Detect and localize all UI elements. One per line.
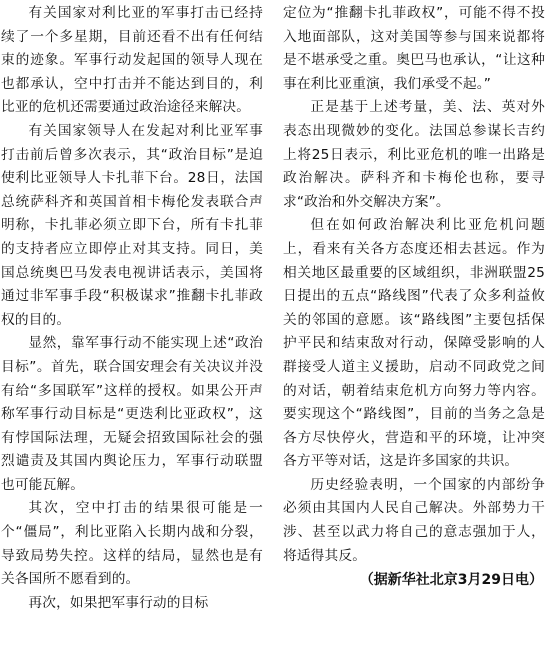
source-attribution: （据新华社北京3月29日电） — [359, 572, 543, 589]
paragraph: 其次，空中打击的结果很可能是一个“僵局”，利比亚陷入长期内战和分裂，导致局势失控。这样的结局，显然也是有关各国所不愿看到的。 — [1, 500, 263, 588]
paragraph: 历史经验表明，一个国家的内部纷争必须由其国内人民自己解决。外部势力干涉、甚至以武力将自己的意志强加于人，将适得其反。 — [283, 476, 545, 564]
paragraph: 正是基于上述考量，美、法、英对外表态出现微妙的变化。法国总参谋长吉约上将25日表示，利比亚危机的唯一出路是政治解决。萨科齐和卡梅伦也称，要寻求“政治和外交解决方案”。 — [283, 99, 545, 210]
paragraph: 但在如何政治解决利比亚危机问题上，看来有关各方态度还相去甚远。作为相关地区最重要的区域组织，非洲联盟25日提出的五点“路线图”代表了众多利益攸关的邻国的意愿。该“路线图”主要包括保护平民和结束敌对行动，保障受影响的人群接受人道主义援助，启动不同政党之间的对话，朝着结束危机方向努力等内容。要实现这个“路线图”，目前的当务之急是各方尽快停火，营造和平的环境，让冲突各方平等对话，这是许多国家的共识。 — [283, 217, 545, 470]
paragraph: 有关国家对利比亚的军事打击已经持续了一个多星期，目前还看不出有任何结束的迹象。军事行动发起国的领导人现在也都承认，空中打击并不能达到目的，利比亚的危机还需要通过政治途径来解决。 — [1, 5, 263, 116]
paragraph: 显然，靠军事行动不能实现上述“政治目标”。首先，联合国安理会有关决议并没有给“多国联军”这样的授权。如果公开声称军事行动目标是“更迭利比亚政权”，这有悖国际法理，无疑会招致国际社会的强烈谴责及其国内舆论压力，军事行动联盟也可能瓦解。 — [1, 335, 263, 493]
paragraph: 有关国家领导人在发起对利比亚军事打击前后曾多次表示，其“政治目标”是迫使利比亚领导人卡扎菲下台。28日，法国总统萨科齐和英国首相卡梅伦发表联合声明称，卡扎菲必须立即下台，所有卡扎菲的支持者应立即停止对其支持。同日，美国总统奥巴马发表电视讲话表示，美国将通过非军事手段“积极谋求”推翻卡扎菲政权的目的。 — [1, 122, 263, 328]
paragraph: 再次，如果把军事行动的目标 — [28, 594, 209, 611]
paragraph-continued: 定位为“推翻卡扎菲政权”，可能不得不投入地面部队，这对美国等参与国来说都将是不堪承受之重。奥巴马也承认，“让这种事在利比亚重演，我们承受不起。” — [283, 5, 545, 92]
left-column — [1, 2, 263, 615]
right-column — [283, 2, 545, 592]
